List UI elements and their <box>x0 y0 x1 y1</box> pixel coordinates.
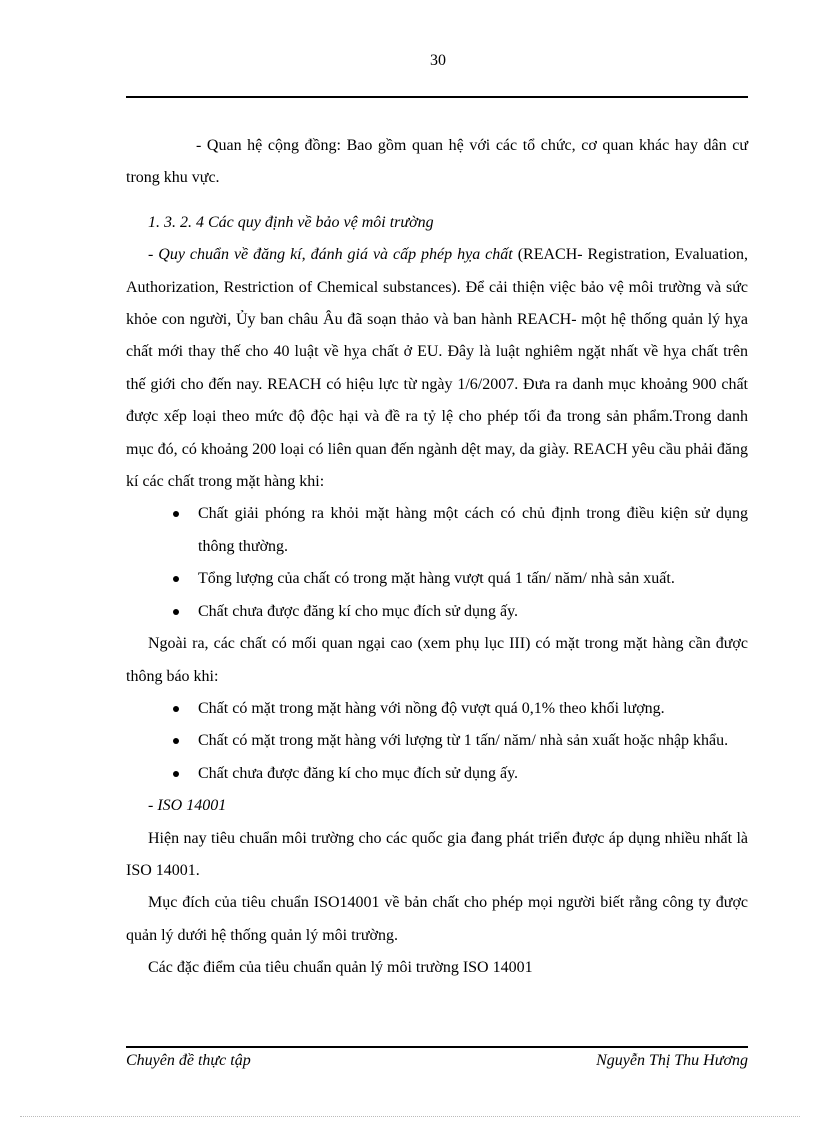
list-item: Chất chưa được đăng kí cho mục đích sử dụng ấy. <box>126 758 748 790</box>
bullet-icon <box>173 771 179 777</box>
list-item: Chất có mặt trong mặt hàng với lượng từ 1 tấn/ năm/ nhà sản xuất hoặc nhập khẩu. <box>126 725 748 757</box>
list-item: Chất giải phóng ra khỏi mặt hàng một cách có chủ định trong điều kiện sử dụng thông thường. <box>126 498 748 563</box>
page-number: 30 <box>430 52 446 69</box>
document-body <box>126 130 748 985</box>
paragraph-reach <box>126 239 748 498</box>
bullet-icon <box>173 706 179 712</box>
reach-title: - Quy chuẩn về đăng kí, đánh giá và cấp phép hỵa chất <box>148 246 513 264</box>
bullet-icon <box>173 738 179 744</box>
list-item: Chất có mặt trong mặt hàng với nồng độ vượt quá 0,1% theo khối lượng. <box>126 693 748 725</box>
bullet-icon <box>173 576 179 582</box>
footer-rule <box>126 1046 748 1048</box>
footer-author: Nguyễn Thị Thu Hương <box>596 1052 748 1069</box>
header-rule <box>126 96 748 98</box>
list-item: Chất chưa được đăng kí cho mục đích sử dụng ấy. <box>126 596 748 628</box>
iso-heading: - ISO 14001 <box>148 797 227 815</box>
paragraph-iso-intro: Hiện nay tiêu chuẩn môi trường cho các quốc gia đang phát triển được áp dụng nhiều nhất là ISO 14001. <box>126 829 748 879</box>
paragraph-notification: Ngoài ra, các chất có mối quan ngại cao (xem phụ lục III) có mặt trong mặt hàng cần được thông báo khi: <box>126 635 748 685</box>
paragraph-iso-purpose: Mục đích của tiêu chuẩn ISO14001 về bản chất cho phép mọi người biết rằng công ty được quản lý dưới hệ thống quản lý môi trường. <box>126 894 748 944</box>
notification-conditions-list <box>126 693 748 790</box>
page-edge-dotted-line <box>20 1116 800 1117</box>
reach-text: (REACH- Registration, Evaluation, Authorization, Restriction of Chemical substances). Để cải thiện việc bảo vệ môi trường và sức khỏe con người, Ủy ban châu Âu đã soạn thảo và ban hành REACH- một hệ thống quản lý hỵa chất mới thay thế cho 40 luật về hỵa chất ở EU. Đây là luật nghiêm ngặt nhất về hỵa chất trên thế giới cho đến nay. REACH có hiệu lực từ ngày 1/6/2007. Đưa ra danh mục khoảng 900 chất được xếp loại theo mức độ độc hại và đề ra tỷ lệ cho phép tối đa trong sản phẩm.Trong danh mục đó, có khoảng 200 loại có liên quan đến ngành dệt may, da giày. REACH yêu cầu phải đăng kí các chất trong mặt hàng khi: <box>126 246 749 491</box>
bullet-icon <box>173 609 179 615</box>
reach-conditions-list <box>126 498 748 628</box>
bullet-icon <box>173 511 179 517</box>
section-heading: 1. 3. 2. 4 Các quy định về bảo vệ môi trường <box>148 213 434 231</box>
paragraph-community: - Quan hệ cộng đồng: Bao gồm quan hệ với các tổ chức, cơ quan khác hay dân cư trong khu vực. <box>126 137 748 187</box>
footer-title: Chuyên đề thực tập <box>126 1052 251 1069</box>
paragraph-iso-features: Các đặc điểm của tiêu chuẩn quản lý môi trường ISO 14001 <box>148 959 533 977</box>
list-item: Tổng lượng của chất có trong mặt hàng vượt quá 1 tấn/ năm/ nhà sản xuất. <box>126 563 748 595</box>
